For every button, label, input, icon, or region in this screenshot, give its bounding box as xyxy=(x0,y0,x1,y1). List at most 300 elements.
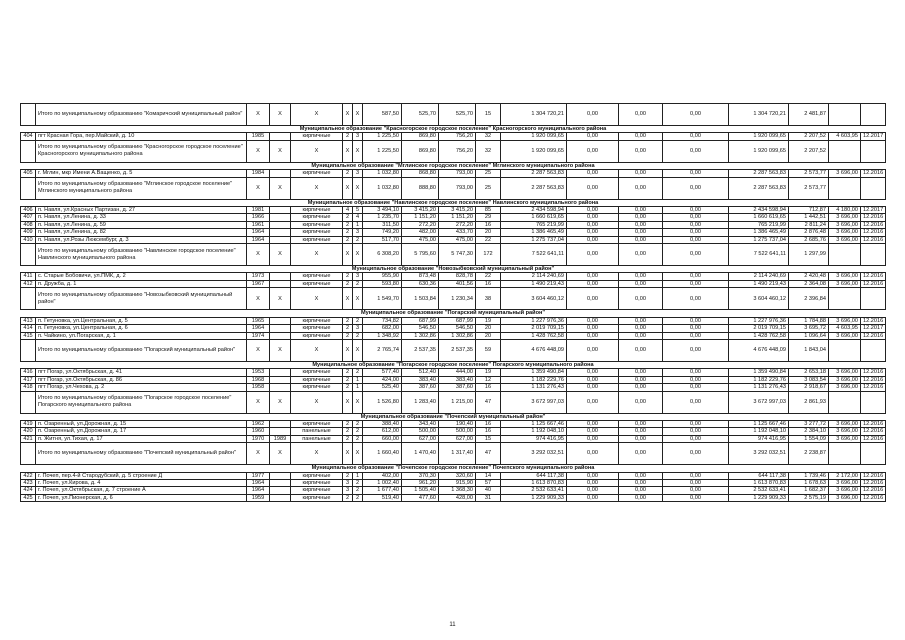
table-cell xyxy=(21,288,36,310)
table-cell: 4 xyxy=(343,207,353,214)
table-cell: X xyxy=(353,140,363,162)
table-cell: 2 364,08 xyxy=(789,280,829,287)
table-cell: кирпичные xyxy=(291,369,343,376)
table-cell: 16 xyxy=(476,420,501,427)
table-cell: 0,00 xyxy=(663,244,729,266)
table-cell: 402,00 xyxy=(363,472,402,479)
table-cell: 1985 xyxy=(247,133,270,140)
table-cell: 915,90 xyxy=(439,479,476,486)
table-cell: 2 653,18 xyxy=(789,369,829,376)
table-row xyxy=(21,325,886,332)
table-cell: X xyxy=(291,177,343,199)
table-cell: 1 227 976,36 xyxy=(501,317,567,324)
table-cell: 1981 xyxy=(247,207,270,214)
table-cell: 12.2016 xyxy=(861,487,886,494)
table-cell: 16 xyxy=(476,221,501,228)
table-row xyxy=(21,229,886,236)
table-cell: 311,50 xyxy=(363,221,402,228)
table-cell xyxy=(861,177,886,199)
table-cell: 1962 xyxy=(247,420,270,427)
table-cell: Итого по муниципальному образованию "Погарское городское поселение" Погарского муниципального района xyxy=(36,391,247,413)
table-row xyxy=(21,280,886,287)
table-cell: 406 xyxy=(21,207,36,214)
table-row xyxy=(21,479,886,486)
table-cell: 1 283,40 xyxy=(402,391,439,413)
table-cell: кирпичные xyxy=(291,236,343,243)
table-cell: 0,00 xyxy=(619,376,663,383)
table-cell: 0,00 xyxy=(567,214,619,221)
table-cell xyxy=(829,177,861,199)
table-cell: кирпичные xyxy=(291,384,343,391)
table-cell: 1 442,51 xyxy=(789,214,829,221)
table-cell xyxy=(21,244,36,266)
table-cell: 2 xyxy=(343,428,353,435)
table-cell: 660,00 xyxy=(363,435,402,442)
municipality-header-row xyxy=(21,199,886,206)
table-cell: 417 xyxy=(21,376,36,383)
table-cell: 2 287 563,83 xyxy=(729,177,789,199)
table-cell: пгт Красная Гора, пер.Майский, д. 10 xyxy=(36,133,247,140)
table-cell: 12.2016 xyxy=(861,214,886,221)
table-cell: 2 xyxy=(353,487,363,494)
table-cell: 2 918,67 xyxy=(789,384,829,391)
table-cell: 765 219,99 xyxy=(729,221,789,228)
table-cell: 2 575,19 xyxy=(789,494,829,501)
table-cell: 12.2016 xyxy=(861,435,886,442)
table-row xyxy=(21,435,886,442)
table-cell: 2 xyxy=(353,420,363,427)
table-cell: 12.2016 xyxy=(861,273,886,280)
table-cell: 0,00 xyxy=(567,280,619,287)
table-cell: г. Почеп, ул.Пионерская, д. 6 xyxy=(36,494,247,501)
table-cell: 3 696,00 xyxy=(829,214,861,221)
table-cell: 19 xyxy=(476,317,501,324)
table-cell: 1 131 276,43 xyxy=(729,384,789,391)
table-cell: 1 032,80 xyxy=(363,170,402,177)
table-cell: 0,00 xyxy=(619,435,663,442)
table-cell: кирпичные xyxy=(291,317,343,324)
table-cell: 0,00 xyxy=(619,479,663,486)
table-cell: X xyxy=(270,104,291,126)
table-cell xyxy=(270,428,291,435)
table-cell: 16 xyxy=(476,384,501,391)
table-cell: панельные xyxy=(291,435,343,442)
table-cell: 1 348,92 xyxy=(363,332,402,339)
table-cell: 1 275 737,04 xyxy=(729,236,789,243)
table-cell: 1 660 619,65 xyxy=(501,214,567,221)
municipality-name: Муниципальное образование "Погарское городское поселение" Погарского муниципального района xyxy=(21,361,886,368)
table-cell: пгт Погар, ул.Октябрьская, д. 41 xyxy=(36,369,247,376)
table-cell: 1989 xyxy=(270,435,291,442)
table-cell: 955,90 xyxy=(363,273,402,280)
table-cell: X xyxy=(270,288,291,310)
subtotal-row xyxy=(21,244,886,266)
table-cell: 1 317,40 xyxy=(439,443,476,465)
table-cell xyxy=(270,325,291,332)
table-cell: 172 xyxy=(476,244,501,266)
table-cell: 873,48 xyxy=(402,273,439,280)
table-cell: п. Озаренный, ул.Дорожная, д. 15 xyxy=(36,420,247,427)
table-cell: 1958 xyxy=(247,384,270,391)
municipality-name: Муниципальное образование "Навлинское городское поселение" Навлинского муниципального района xyxy=(21,199,886,206)
table-cell: 415 xyxy=(21,332,36,339)
table-cell xyxy=(270,494,291,501)
table-cell xyxy=(270,487,291,494)
subtotal-row xyxy=(21,391,886,413)
table-cell: кирпичные xyxy=(291,207,343,214)
table-cell: 2 xyxy=(343,221,353,228)
table-cell: 0,00 xyxy=(567,494,619,501)
table-cell xyxy=(829,288,861,310)
table-cell: 370,30 xyxy=(402,472,439,479)
table-cell: Итого по муниципальному образованию "Навлинское городское поселение" Навлинского муниципального района xyxy=(36,244,247,266)
table-cell: 2 384,10 xyxy=(789,428,829,435)
table-cell: 12.2016 xyxy=(861,221,886,228)
table-cell: 525,40 xyxy=(363,384,402,391)
table-cell: 85 xyxy=(476,207,501,214)
table-cell: 416 xyxy=(21,369,36,376)
table-cell: 1 192 048,10 xyxy=(729,428,789,435)
table-cell xyxy=(270,214,291,221)
table-cell: 424,00 xyxy=(363,376,402,383)
housing-table xyxy=(20,103,886,502)
table-cell: 2 xyxy=(343,325,353,332)
table-cell: 500,00 xyxy=(439,428,476,435)
table-cell: Итого по муниципальному образованию "Красногорское городское поселение" Красногорского муниципального района xyxy=(36,140,247,162)
municipality-name: Муниципальное образование "Красногорское городское поселение" Красногорского муниципального района xyxy=(21,126,886,133)
table-cell: 2 xyxy=(353,494,363,501)
table-cell: 756,20 xyxy=(439,140,476,162)
table-cell: 433,70 xyxy=(439,229,476,236)
municipality-header-row xyxy=(21,126,886,133)
table-cell: 2 207,52 xyxy=(789,140,829,162)
table-cell: 2 xyxy=(343,229,353,236)
table-cell xyxy=(861,140,886,162)
table-cell: 12.2016 xyxy=(861,384,886,391)
table-cell: 3 696,00 xyxy=(829,376,861,383)
table-cell: 0,00 xyxy=(663,236,729,243)
table-cell: 19 xyxy=(476,369,501,376)
table-cell: 2 114 240,69 xyxy=(729,273,789,280)
table-cell: 320,60 xyxy=(439,472,476,479)
table-cell: 7 522 641,11 xyxy=(501,244,567,266)
table-row xyxy=(21,376,886,383)
table-cell: X xyxy=(343,104,353,126)
table-cell: 12 xyxy=(476,376,501,383)
table-row xyxy=(21,317,886,324)
table-cell: 3 696,00 xyxy=(829,332,861,339)
table-cell xyxy=(829,244,861,266)
table-cell: X xyxy=(247,244,270,266)
table-cell: 644 117,38 xyxy=(729,472,789,479)
table-cell xyxy=(861,244,886,266)
table-cell: 3 696,00 xyxy=(829,236,861,243)
table-cell: 0,00 xyxy=(567,376,619,383)
table-cell: 869,80 xyxy=(402,133,439,140)
table-cell: 888,80 xyxy=(402,177,439,199)
table-cell: 1 920 099,65 xyxy=(501,140,567,162)
table-cell: 1 302,86 xyxy=(402,332,439,339)
table-cell: 2 xyxy=(343,384,353,391)
table-cell: 3 696,00 xyxy=(829,428,861,435)
table-cell: 2 537,35 xyxy=(439,339,476,361)
table-cell: 405 xyxy=(21,170,36,177)
table-row xyxy=(21,273,886,280)
table-cell xyxy=(270,472,291,479)
table-cell: 793,00 xyxy=(439,177,476,199)
table-cell: 0,00 xyxy=(663,229,729,236)
table-cell: 4 603,95 xyxy=(829,325,861,332)
table-cell xyxy=(270,207,291,214)
table-cell: 423 xyxy=(21,479,36,486)
table-cell: 2 xyxy=(353,332,363,339)
table-cell: 1 230,34 xyxy=(439,288,476,310)
table-cell: 1 490 219,43 xyxy=(501,280,567,287)
table-row xyxy=(21,214,886,221)
table-cell: Итого по муниципальному образованию "Комаричский муниципальный район" xyxy=(36,104,247,126)
table-cell: 2 481,87 xyxy=(789,104,829,126)
table-cell: 2 xyxy=(353,280,363,287)
table-cell: 1973 xyxy=(247,273,270,280)
table-cell: 31 xyxy=(476,494,501,501)
table-cell: X xyxy=(291,443,343,465)
table-cell: 15 xyxy=(476,435,501,442)
table-row xyxy=(21,221,886,228)
table-cell: кирпичные xyxy=(291,325,343,332)
table-cell: кирпичные xyxy=(291,273,343,280)
table-cell: 1 225,50 xyxy=(363,133,402,140)
table-cell: 25 xyxy=(476,170,501,177)
table-cell: 2 xyxy=(353,317,363,324)
table-cell: 0,00 xyxy=(619,221,663,228)
table-cell: 0,00 xyxy=(619,133,663,140)
table-cell: 3 695,72 xyxy=(789,325,829,332)
table-cell: 961,20 xyxy=(402,479,439,486)
table-cell: 0,00 xyxy=(663,487,729,494)
table-cell: 0,00 xyxy=(567,236,619,243)
table-cell: 404 xyxy=(21,133,36,140)
table-cell: 2 114 240,69 xyxy=(501,273,567,280)
table-cell: 0,00 xyxy=(567,339,619,361)
table-cell: 3 696,00 xyxy=(829,170,861,177)
table-cell: 5 xyxy=(353,207,363,214)
table-cell: 0,00 xyxy=(619,487,663,494)
table-cell: 577,40 xyxy=(363,369,402,376)
table-cell: кирпичные xyxy=(291,332,343,339)
table-cell: 3 xyxy=(353,133,363,140)
table-cell: 1 739,46 xyxy=(789,472,829,479)
table-cell: 1 359 490,84 xyxy=(729,369,789,376)
table-cell: 12.2016 xyxy=(861,472,886,479)
table-cell: 2 573,77 xyxy=(789,170,829,177)
table-cell: 0,00 xyxy=(619,236,663,243)
table-cell: кирпичные xyxy=(291,472,343,479)
table-cell: 1965 xyxy=(247,317,270,324)
table-row xyxy=(21,472,886,479)
table-cell: 546,50 xyxy=(439,325,476,332)
table-cell: 0,00 xyxy=(619,317,663,324)
table-cell: 0,00 xyxy=(663,384,729,391)
table-cell: 12.2016 xyxy=(861,236,886,243)
table-cell: 2 xyxy=(343,332,353,339)
table-cell: X xyxy=(291,288,343,310)
table-cell: 1 297,99 xyxy=(789,244,829,266)
table-cell: 749,20 xyxy=(363,229,402,236)
table-cell: 1984 xyxy=(247,170,270,177)
table-row xyxy=(21,494,886,501)
table-cell: 2 207,52 xyxy=(789,133,829,140)
table-cell: 0,00 xyxy=(567,221,619,228)
table-cell xyxy=(861,443,886,465)
table-cell: 388,40 xyxy=(363,420,402,427)
table-cell: 0,00 xyxy=(663,280,729,287)
table-cell: 0,00 xyxy=(663,177,729,199)
table-cell: 1 386 465,49 xyxy=(729,229,789,236)
table-cell: 1 229 909,33 xyxy=(729,494,789,501)
table-cell: 2 xyxy=(343,369,353,376)
table-cell: 1 xyxy=(353,376,363,383)
table-cell: X xyxy=(353,391,363,413)
table-cell: 0,00 xyxy=(567,443,619,465)
table-cell: 3 xyxy=(343,487,353,494)
table-cell: 1967 xyxy=(247,280,270,287)
table-cell: 0,00 xyxy=(567,369,619,376)
table-cell: 12.2016 xyxy=(861,317,886,324)
table-cell: 3 083,54 xyxy=(789,376,829,383)
table-cell: 12.2017 xyxy=(861,207,886,214)
table-cell: 2 xyxy=(353,428,363,435)
table-cell: 0,00 xyxy=(663,443,729,465)
table-cell: с. Старые Бобовичи, ул.ПМК, д. 2 xyxy=(36,273,247,280)
table-cell: 3 696,00 xyxy=(829,487,861,494)
table-cell: 409 xyxy=(21,229,36,236)
table-cell: 2 765,74 xyxy=(363,339,402,361)
table-cell xyxy=(270,221,291,228)
table-cell: 2 019 709,15 xyxy=(729,325,789,332)
table-cell: 272,20 xyxy=(439,221,476,228)
table-cell: п. Озаренный, ул.Дорожная, д. 17 xyxy=(36,428,247,435)
table-cell: 2 xyxy=(343,420,353,427)
table-cell: 1960 xyxy=(247,428,270,435)
table-cell: 0,00 xyxy=(663,332,729,339)
table-cell xyxy=(21,140,36,162)
table-cell: 0,00 xyxy=(663,288,729,310)
table-cell: п. Навля, ул.Ленина, д. 82 xyxy=(36,229,247,236)
municipality-name: Муниципальное образование "Новозыбковский муниципальный район" xyxy=(21,266,886,273)
table-cell: X xyxy=(270,391,291,413)
table-cell: 587,50 xyxy=(363,104,402,126)
table-cell: 0,00 xyxy=(663,339,729,361)
subtotal-row xyxy=(21,339,886,361)
table-cell: 2 287 563,83 xyxy=(501,170,567,177)
table-cell: 2 434 598,94 xyxy=(729,207,789,214)
table-cell: 444,00 xyxy=(439,369,476,376)
table-cell: Итого по муниципальному образованию "Мглинское городское поселение" Мглинского муниципального района xyxy=(36,177,247,199)
table-cell: 2 xyxy=(343,494,353,501)
table-cell: 0,00 xyxy=(619,214,663,221)
table-cell: 0,00 xyxy=(619,244,663,266)
table-cell: 59 xyxy=(476,339,501,361)
table-cell: 1 920 099,65 xyxy=(729,133,789,140)
table-cell: 25 xyxy=(476,177,501,199)
table-cell: 1 002,40 xyxy=(363,479,402,486)
table-cell: 6 308,20 xyxy=(363,244,402,266)
table-cell: 1 503,84 xyxy=(402,288,439,310)
table-row xyxy=(21,170,886,177)
table-cell: 765 219,99 xyxy=(501,221,567,228)
table-cell: 0,00 xyxy=(619,229,663,236)
table-cell xyxy=(270,420,291,427)
table-cell: X xyxy=(270,244,291,266)
table-cell xyxy=(270,229,291,236)
table-cell: п. Житня, ул.Тихая, д. 17 xyxy=(36,435,247,442)
table-cell: X xyxy=(343,443,353,465)
table-cell: г. Почеп, ул.Кирова, д. 4 xyxy=(36,479,247,486)
table-cell: 1 131 276,43 xyxy=(501,384,567,391)
table-cell: п. Навля, ул.Красных Партизан, д. 27 xyxy=(36,207,247,214)
table-cell: 20 xyxy=(476,325,501,332)
table-cell: X xyxy=(291,391,343,413)
table-cell: 3 696,00 xyxy=(829,221,861,228)
table-cell: 0,00 xyxy=(567,479,619,486)
table-cell: 419 xyxy=(21,420,36,427)
table-cell: 0,00 xyxy=(567,325,619,332)
table-cell: X xyxy=(353,339,363,361)
table-cell: X xyxy=(291,339,343,361)
table-row xyxy=(21,384,886,391)
table-cell: 1 428 762,58 xyxy=(729,332,789,339)
table-cell: 1 677,40 xyxy=(363,487,402,494)
municipality-name: Муниципальное образование "Почепское городское поселение" Почепского муниципального района xyxy=(21,465,886,472)
table-cell: 1 125 667,46 xyxy=(501,420,567,427)
table-cell: 1 151,20 xyxy=(402,214,439,221)
table-cell: 1 682,37 xyxy=(789,487,829,494)
table-cell: 1 920 099,65 xyxy=(729,140,789,162)
table-cell: 682,00 xyxy=(363,325,402,332)
table-cell: 0,00 xyxy=(567,229,619,236)
table-cell: 3 292 032,51 xyxy=(729,443,789,465)
table-cell: X xyxy=(247,140,270,162)
table-cell: 1 302,86 xyxy=(439,332,476,339)
table-cell: 2 xyxy=(353,236,363,243)
table-cell xyxy=(21,339,36,361)
table-cell xyxy=(829,391,861,413)
table-cell: 2 xyxy=(343,280,353,287)
table-cell: 500,00 xyxy=(402,428,439,435)
table-cell: 0,00 xyxy=(567,273,619,280)
table-cell: Итого по муниципальному образованию "Почепский муниципальный район" xyxy=(36,443,247,465)
page-number: 11 xyxy=(449,622,456,628)
table-cell: 525,70 xyxy=(439,104,476,126)
table-cell: 0,00 xyxy=(619,339,663,361)
municipality-name: Муниципальное образование "Мглинское городское поселение" Мглинского муниципального района xyxy=(21,162,886,169)
table-cell: 0,00 xyxy=(663,317,729,324)
table-cell: 1 920 099,65 xyxy=(501,133,567,140)
table-cell: 383,40 xyxy=(402,376,439,383)
table-cell: 0,00 xyxy=(619,140,663,162)
subtotal-row xyxy=(21,140,886,162)
table-cell: 1966 xyxy=(247,214,270,221)
table-cell: 22 xyxy=(476,236,501,243)
table-cell xyxy=(270,236,291,243)
table-cell xyxy=(270,384,291,391)
table-cell: 1 227 976,36 xyxy=(729,317,789,324)
table-cell: п. Дружба, д. 1 xyxy=(36,280,247,287)
table-cell: 1 096,64 xyxy=(789,332,829,339)
table-cell: 387,60 xyxy=(439,384,476,391)
table-cell: кирпичные xyxy=(291,487,343,494)
table-cell: 0,00 xyxy=(663,428,729,435)
